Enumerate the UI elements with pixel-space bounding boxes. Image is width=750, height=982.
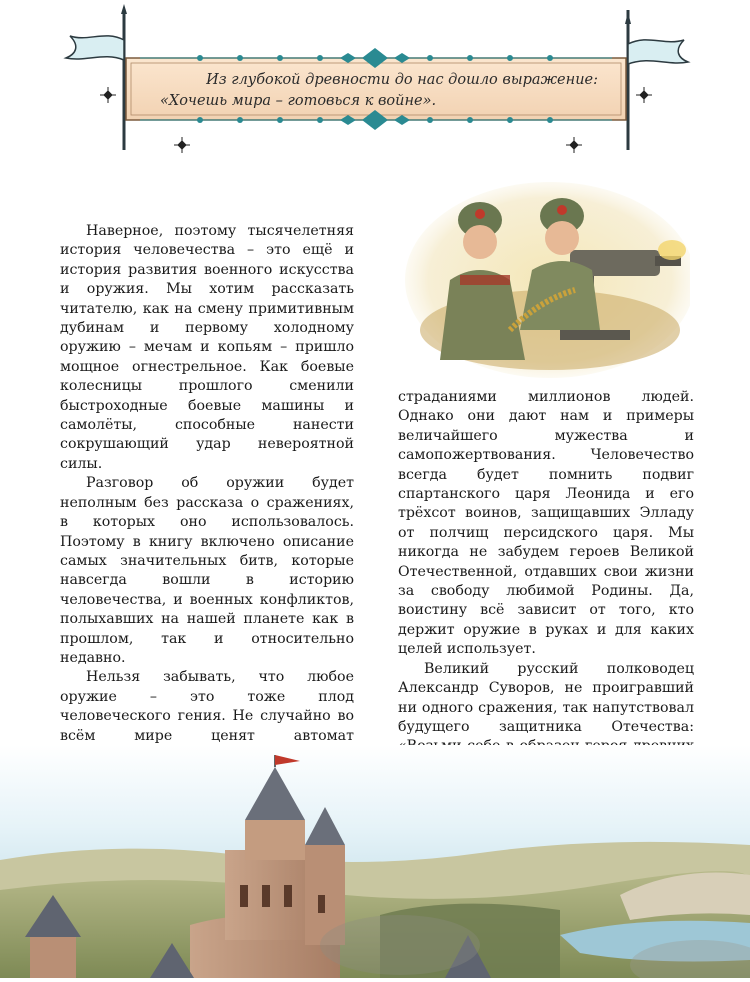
epigraph-line-1: Из глубокой древности до нас дошло выражение: [206, 72, 598, 88]
castle-illustration [0, 745, 750, 978]
soldier-illustration [400, 180, 690, 380]
paragraph-1: Наверное, поэтому тысячелетняя история человечества – это ещё и история развития военного искусства и оружия. Мы хотим рассказать читателю, как на смену примитивным дубинам и первому холодному оружию – мечам и копьям – пришло мощное огнестрельное. Как боевые колесницы прошлого сменили быстроходные боевые машины и самолёты, способные нанести сокрушающий удар невероятной силы. [60, 223, 354, 472]
left-flag-icon [66, 4, 127, 150]
paragraph-5: Великий русский полководец Александр Суворов, не проигравший ни одного сражения, так напутствовал будущего защитника Отечества: [398, 660, 694, 735]
paragraph-3: Нельзя забывать, что любое оружие – это тоже плод человеческого гения. Не случайно во всём мире ценят автомат [60, 669, 354, 744]
paragraph-2: Разговор об оружии будет неполным без рассказа о сражениях, в которых оно использовалось. Поэтому в книгу включено описание самых значительных битв, которые навсегда вошли в историю человечества, и военных конфликтов, полыхавших на нашей планете как в прошлом, так и относительно недавно. [60, 475, 354, 666]
epigraph-line-2: «Хочешь мира – готовься к войне». [160, 93, 437, 109]
epigraph-text [150, 70, 600, 112]
right-flag-icon [625, 10, 688, 150]
paragraph-4: страданиями миллионов людей. Однако они дают нам и примеры величайшего мужества и самопожертвования. Человечество всегда будет помнить подвиг спартанского царя Леонида и его трёхсот воинов, защищавших Элладу от полчищ персидского царя. Мы никогда не забудем героев Великой Отечественной, отдавших свои жизни за свободу любимой Родины. Да, воистину всё зависит от того, кто держит оружие в руках и для каких целей использует. [398, 389, 694, 658]
epigraph-banner [0, 0, 750, 170]
